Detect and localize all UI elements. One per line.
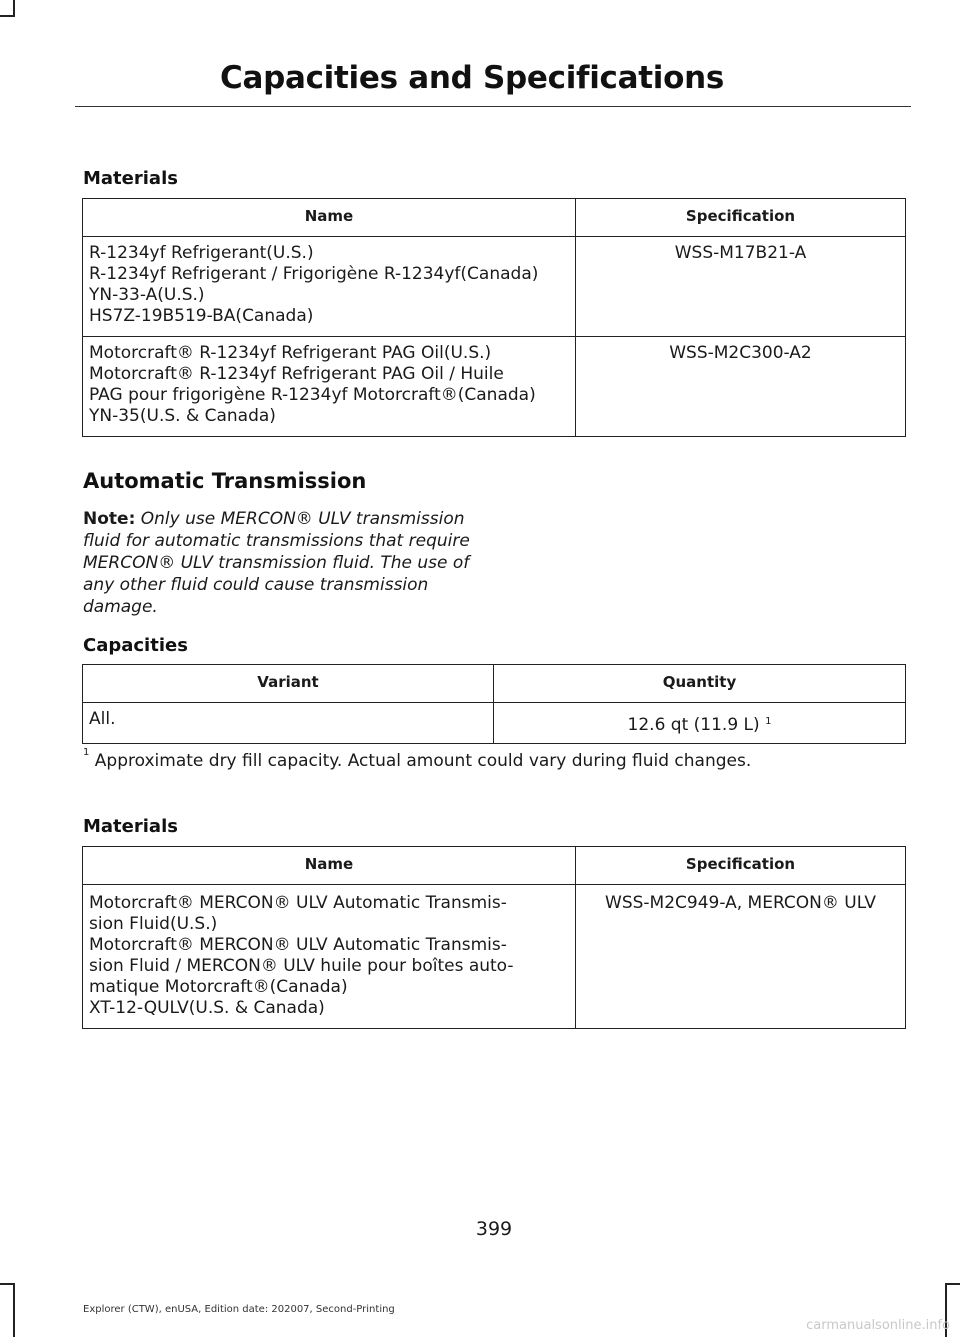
- crop-mark: [13, 1283, 15, 1337]
- footnote: [83, 747, 752, 771]
- crop-mark: [945, 1283, 960, 1285]
- column-header-name: Name: [83, 847, 576, 885]
- specification-cell: WSS-M2C300-A2: [576, 337, 906, 437]
- note-text: Only use MERCON® ULV transmission fluid for automatic transmissions that require MERCON® ULV transmission fluid. The use of any other fluid could cause transmission damage.: [83, 509, 470, 617]
- capacities-table: [82, 664, 906, 744]
- page-title: Capacities and Specifications: [220, 60, 724, 96]
- transmission-materials-heading: Materials: [83, 816, 178, 837]
- column-header-quantity: Quantity: [494, 665, 906, 703]
- refrigerant-materials-table: [82, 198, 906, 437]
- material-name-line: matique Motorcraft®(Canada): [89, 977, 348, 997]
- material-name-cell: [83, 237, 576, 337]
- page-number: 399: [475, 1218, 513, 1240]
- table-row: [83, 337, 906, 437]
- column-header-specification: Specification: [576, 847, 906, 885]
- material-name-line: XT-12-QULV(U.S. & Canada): [89, 998, 325, 1018]
- material-name-line: YN-33-A(U.S.): [89, 285, 205, 305]
- material-name-line: R-1234yf Refrigerant(U.S.): [89, 243, 314, 263]
- watermark: carmanualsonline.info: [806, 1318, 950, 1333]
- automatic-transmission-heading: Automatic Transmission: [83, 469, 367, 493]
- quantity-cell: [494, 703, 906, 744]
- material-name-line: sion Fluid(U.S.): [89, 914, 218, 934]
- material-name-cell: [83, 337, 576, 437]
- crop-mark: [0, 15, 14, 17]
- variant-cell: All.: [83, 703, 494, 744]
- table-row: [83, 703, 906, 744]
- footnote-reference: 1: [765, 716, 772, 727]
- material-name-line: R-1234yf Refrigerant / Frigorigène R-1234yf(Canada): [89, 264, 539, 284]
- note-label: Note:: [83, 509, 136, 529]
- transmission-note: [83, 508, 493, 618]
- table-header-row: [83, 847, 906, 885]
- quantity-value: 12.6 qt (11.9 L): [627, 715, 760, 735]
- material-name-line: Motorcraft® MERCON® ULV Automatic Transmis-: [89, 935, 507, 955]
- footnote-marker: 1: [83, 747, 90, 758]
- crop-mark: [0, 1283, 14, 1285]
- material-name-line: Motorcraft® R-1234yf Refrigerant PAG Oil / Huile: [89, 364, 504, 384]
- column-header-name: Name: [83, 199, 576, 237]
- material-name-line: Motorcraft® MERCON® ULV Automatic Transmis-: [89, 893, 507, 913]
- materials-heading: Materials: [83, 168, 178, 189]
- material-name-line: PAG pour frigorigène R-1234yf Motorcraft®(Canada): [89, 385, 536, 405]
- table-header-row: [83, 665, 906, 703]
- footnote-text: Approximate dry fill capacity. Actual amount could vary during fluid changes.: [94, 751, 752, 771]
- capacities-heading: Capacities: [83, 635, 188, 656]
- material-name-line: Motorcraft® R-1234yf Refrigerant PAG Oil(U.S.): [89, 343, 492, 363]
- edition-info: Explorer (CTW), enUSA, Edition date: 202007, Second-Printing: [83, 1304, 395, 1315]
- specification-cell: WSS-M2C949-A, MERCON® ULV: [576, 885, 906, 1029]
- column-header-specification: Specification: [576, 199, 906, 237]
- material-name-line: sion Fluid / MERCON® ULV huile pour boîtes auto-: [89, 956, 514, 976]
- specification-cell: WSS-M17B21-A: [576, 237, 906, 337]
- table-header-row: [83, 199, 906, 237]
- title-divider: [75, 106, 911, 107]
- transmission-materials-table: [82, 846, 906, 1029]
- column-header-variant: Variant: [83, 665, 494, 703]
- material-name-line: HS7Z-19B519-BA(Canada): [89, 306, 314, 326]
- table-row: [83, 237, 906, 337]
- table-row: [83, 885, 906, 1029]
- material-name-line: YN-35(U.S. & Canada): [89, 406, 276, 426]
- material-name-cell: [83, 885, 576, 1029]
